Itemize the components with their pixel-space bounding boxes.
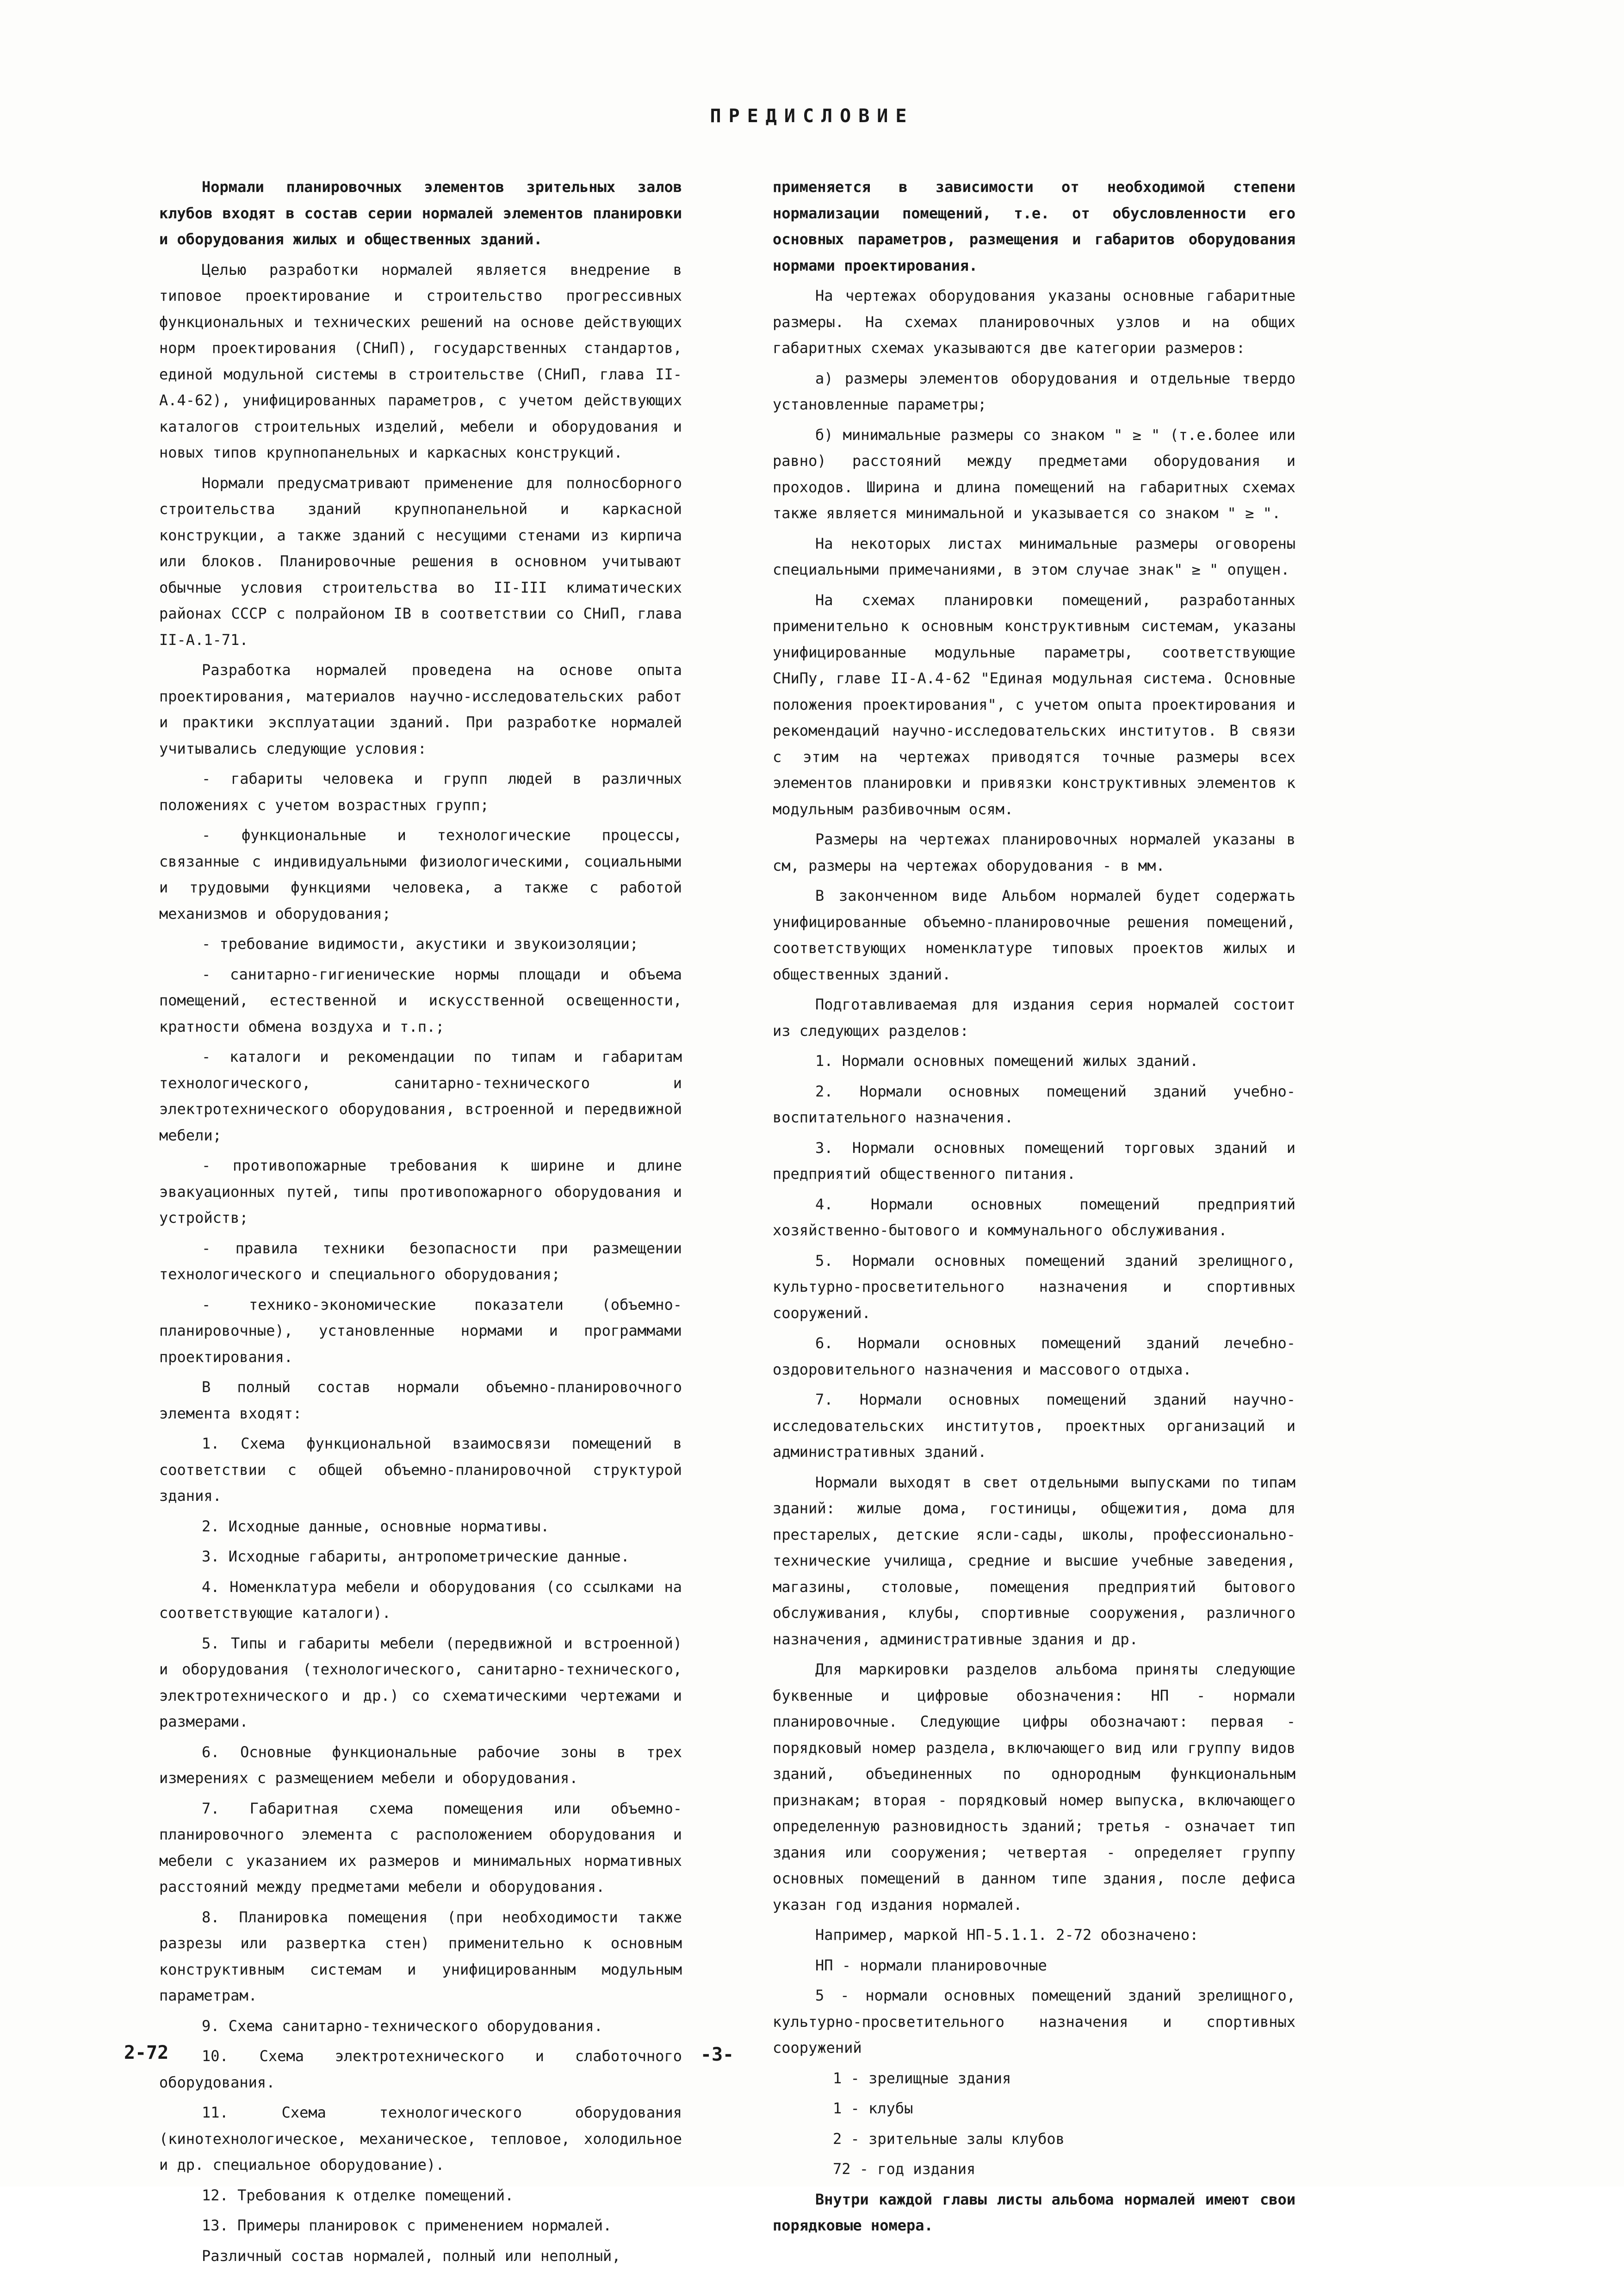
paragraph: 6. Нормали основных помещений зданий лечебно-оздоровительного назначения и массового отдыха. — [773, 1334, 1295, 1378]
paragraph: - каталоги и рекомендации по типам и габаритам технологического, санитарно-технического и электротехнического оборудования, встроенной и передвижной мебели; — [159, 1048, 682, 1144]
paragraph: 1. Нормали основных помещений жилых зданий. — [815, 1052, 1199, 1070]
paragraph: 6. Основные функциональные рабочие зоны в трех измерениях с размещением мебели и оборудования. — [159, 1743, 682, 1787]
paragraph: Для маркировки разделов альбома приняты следующие буквенные и цифровые обозначения: НП - нормали планировочные. Следующие цифры обозначают: первая - порядковый номер раздела, включающего вид или группу видов зданий, объединенных по однородным функциональным признакам; вторая - порядковый номер выпуска, включающего определенную разновидность зданий; третья - означает тип здания или сооружения; четвертая - определяет группу основных помещений в данном типе здания, после дефиса указан год издания нормалей. — [773, 1660, 1295, 1914]
paragraph: 10. Схема электротехнического и слаботочного оборудования. — [159, 2047, 682, 2091]
paragraph: применяется в зависимости от необходимой степени нормализации помещений, т.е. от обусловленности его основных параметров, размещения и габаритов оборудования нормами проектирования. — [773, 178, 1295, 274]
paragraph: б) минимальные размеры со знаком " ≥ " (т.е.более или равно) расстояний между предметами оборудования и проходов. Ширина и длина помещений на габаритных схемах также является минимальной и указывается со знаком " ≥ ". — [773, 426, 1295, 522]
paragraph: 3. Нормали основных помещений торговых зданий и предприятий общественного питания. — [773, 1139, 1295, 1183]
paragraph: На некоторых листах минимальные размеры оговорены специальными примечаниями, в этом случае знак" ≥ " опущен. — [773, 534, 1295, 578]
paragraph: - санитарно-гигиенические нормы площади и объема помещений, естественной и искусственной освещенности, кратности обмена воздуха и т.п.; — [159, 965, 682, 1035]
paragraph: 72 - год издания — [833, 2160, 976, 2178]
paragraph: 13. Примеры планировок с применением нормалей. — [202, 2217, 612, 2234]
paragraph: 4. Нормали основных помещений предприятий хозяйственно-бытового и коммунального обслуживания. — [773, 1195, 1295, 1239]
left-text-column — [159, 174, 682, 2273]
paragraph: Подготавливаемая для издания серия нормалей состоит из следующих разделов: — [773, 996, 1295, 1040]
paragraph: 1 - клубы — [833, 2100, 913, 2117]
page-title: ПРЕДИСЛОВИЕ — [710, 105, 914, 127]
paragraph: 7. Нормали основных помещений зданий научно-исследовательских институтов, проектных организаций и административных зданий. — [773, 1391, 1295, 1461]
paragraph: - габариты человека и групп людей в различных положениях с учетом возрастных групп; — [159, 770, 682, 814]
paragraph: 2. Нормали основных помещений зданий учебно-воспитательного назначения. — [773, 1082, 1295, 1126]
paragraph: 1. Схема функциональной взаимосвязи помещений в соответствии с общей объемно-планировочной структурой здания. — [159, 1435, 682, 1505]
paragraph: 11. Схема технологического оборудования (кинотехнологическое, механическое, тепловое, холодильное и др. специальное оборудование). — [159, 2104, 682, 2174]
paragraph: 4. Номенклатура мебели и оборудования (со ссылками на соответствующие каталоги). — [159, 1578, 682, 1622]
paragraph: а) размеры элементов оборудования и отдельные твердо установленные параметры; — [773, 369, 1295, 413]
paragraph: 9. Схема санитарно-технического оборудования. — [202, 2017, 603, 2035]
paragraph: 5 - нормали основных помещений зданий зрелищного, культурно-просветительного назначения и спортивных сооружений — [773, 1987, 1295, 2056]
paragraph: На схемах планировки помещений, разработанных применительно к основным конструктивным системам, указаны унифицированные модульные параметры, соответствующие СНиПу, главе II-А.4-62 "Единая модульная система. Основные положения проектирования", с учетом опыта проектирования и рекомендаций научно-исследовательских институтов. В связи с этим на чертежах приводятся точные размеры всех элементов планировки и привязки конструктивных элементов к модульным разбивочным осям. — [773, 591, 1295, 818]
paragraph: Например, маркой НП-5.1.1. 2-72 обозначено: — [815, 1926, 1199, 1944]
paragraph: 12. Требования к отделке помещений. — [202, 2186, 514, 2204]
paragraph: Нормали предусматривают применение для полносборного строительства зданий крупнопанельной и каркасной конструкции, а также зданий с несущими стенами из кирпича или блоков. Планировочные решения в основном учитывают обычные условия строительства во II-III климатических районах СССР с полрайоном IB в соответствии со СНиП, глава II-А.1-71. — [159, 474, 682, 649]
paragraph: 3. Исходные габариты, антропометрические данные. — [202, 1548, 630, 1565]
paragraph: НП - нормали планировочные — [815, 1956, 1047, 1974]
paragraph: 7. Габаритная схема помещения или объемно-планировочного элемента с расположением оборудования и мебели с указанием их размеров и минимальных нормативных расстояний между предметами мебели и оборудования. — [159, 1799, 682, 1895]
paragraph: В законченном виде Альбом нормалей будет содержать унифицированные объемно-планировочные решения помещений, соответствующих номенклатуре типовых проектов жилых и общественных зданий. — [773, 887, 1295, 983]
paragraph: 2 - зрительные залы клубов — [833, 2130, 1065, 2148]
paragraph: Разработка нормалей проведена на основе опыта проектирования, материалов научно-исследовательских работ и практики эксплуатации зданий. При разработке нормалей учитывались следующие условия: — [159, 661, 682, 757]
paragraph: Нормали выходят в свет отдельными выпусками по типам зданий: жилые дома, гостиницы, общежития, дома для престарелых, детские ясли-сады, школы, профессионально-технические училища, средние и высшие учебные заведения, магазины, столовые, помещения предприятий бытового обслуживания, клубы, спортивные сооружения, различного назначения, административные здания и др. — [773, 1473, 1295, 1648]
paragraph: 2. Исходные данные, основные нормативы. — [202, 1517, 550, 1535]
paragraph: 8. Планировка помещения (при необходимости также разрезы или развертка стен) применительно к основным конструктивным системам и унифицированным модульным параметрам. — [159, 1908, 682, 2004]
paragraph: 5. Типы и габариты мебели (передвижной и встроенной) и оборудования (технологического, санитарно-технического, электротехнического и др.) со схематическими чертежами и размерами. — [159, 1634, 682, 1730]
paragraph: 1 - зрелищные здания — [833, 2069, 1011, 2087]
footer-left-code: 2-72 — [124, 2042, 169, 2063]
paragraph: 5. Нормали основных помещений зданий зрелищного, культурно-просветительного назначения и спортивных сооружений. — [773, 1251, 1295, 1322]
paragraph: - требование видимости, акустики и звукоизоляции; — [202, 935, 639, 953]
page-number: -3- — [700, 2044, 734, 2065]
paragraph: Нормали планировочных элементов зрительных залов клубов входят в состав серии нормалей элементов планировки и оборудования жилых и общественных зданий. — [159, 178, 682, 248]
paragraph: - правила техники безопасности при размещении технологического и специального оборудования; — [159, 1239, 682, 1283]
paragraph: Различный состав нормалей, полный или неполный, — [202, 2247, 621, 2265]
paragraph: - технико-экономические показатели (объемно-планировочные), установленные нормами и программами проектирования. — [159, 1295, 682, 1366]
paragraph: Целью разработки нормалей является внедрение в типовое проектирование и строительство прогрессивных функциональных и технических решений на основе действующих норм проектирования (СНиП), государственных стандартов, единой модульной системы в строительстве (СНиП, глава II-А.4-62), унифицированных параметров, с учетом действующих каталогов строительных изделий, мебели и оборудования и новых типов крупнопанельных и каркасных конструкций. — [159, 260, 682, 461]
paragraph: Размеры на чертежах планировочных нормалей указаны в см, размеры на чертежах оборудования - в мм. — [773, 830, 1295, 874]
paragraph: В полный состав нормали объемно-планировочного элемента входят: — [159, 1378, 682, 1422]
paragraph: На чертежах оборудования указаны основные габаритные размеры. На схемах планировочных узлов и на общих габаритных схемах указываются две категории размеров: — [773, 287, 1295, 357]
paragraph: - функциональные и технологические процессы, связанные с индивидуальными физиологическими, социальными и трудовыми функциями человека, а также с работой механизмов и оборудования; — [159, 826, 682, 923]
right-text-column — [773, 174, 1295, 2243]
paragraph: Внутри каждой главы листы альбома нормалей имеют свои порядковые номера. — [773, 2190, 1295, 2234]
paragraph: - противопожарные требования к ширине и длине эвакуационных путей, типы противопожарного оборудования и устройств; — [159, 1157, 682, 1226]
